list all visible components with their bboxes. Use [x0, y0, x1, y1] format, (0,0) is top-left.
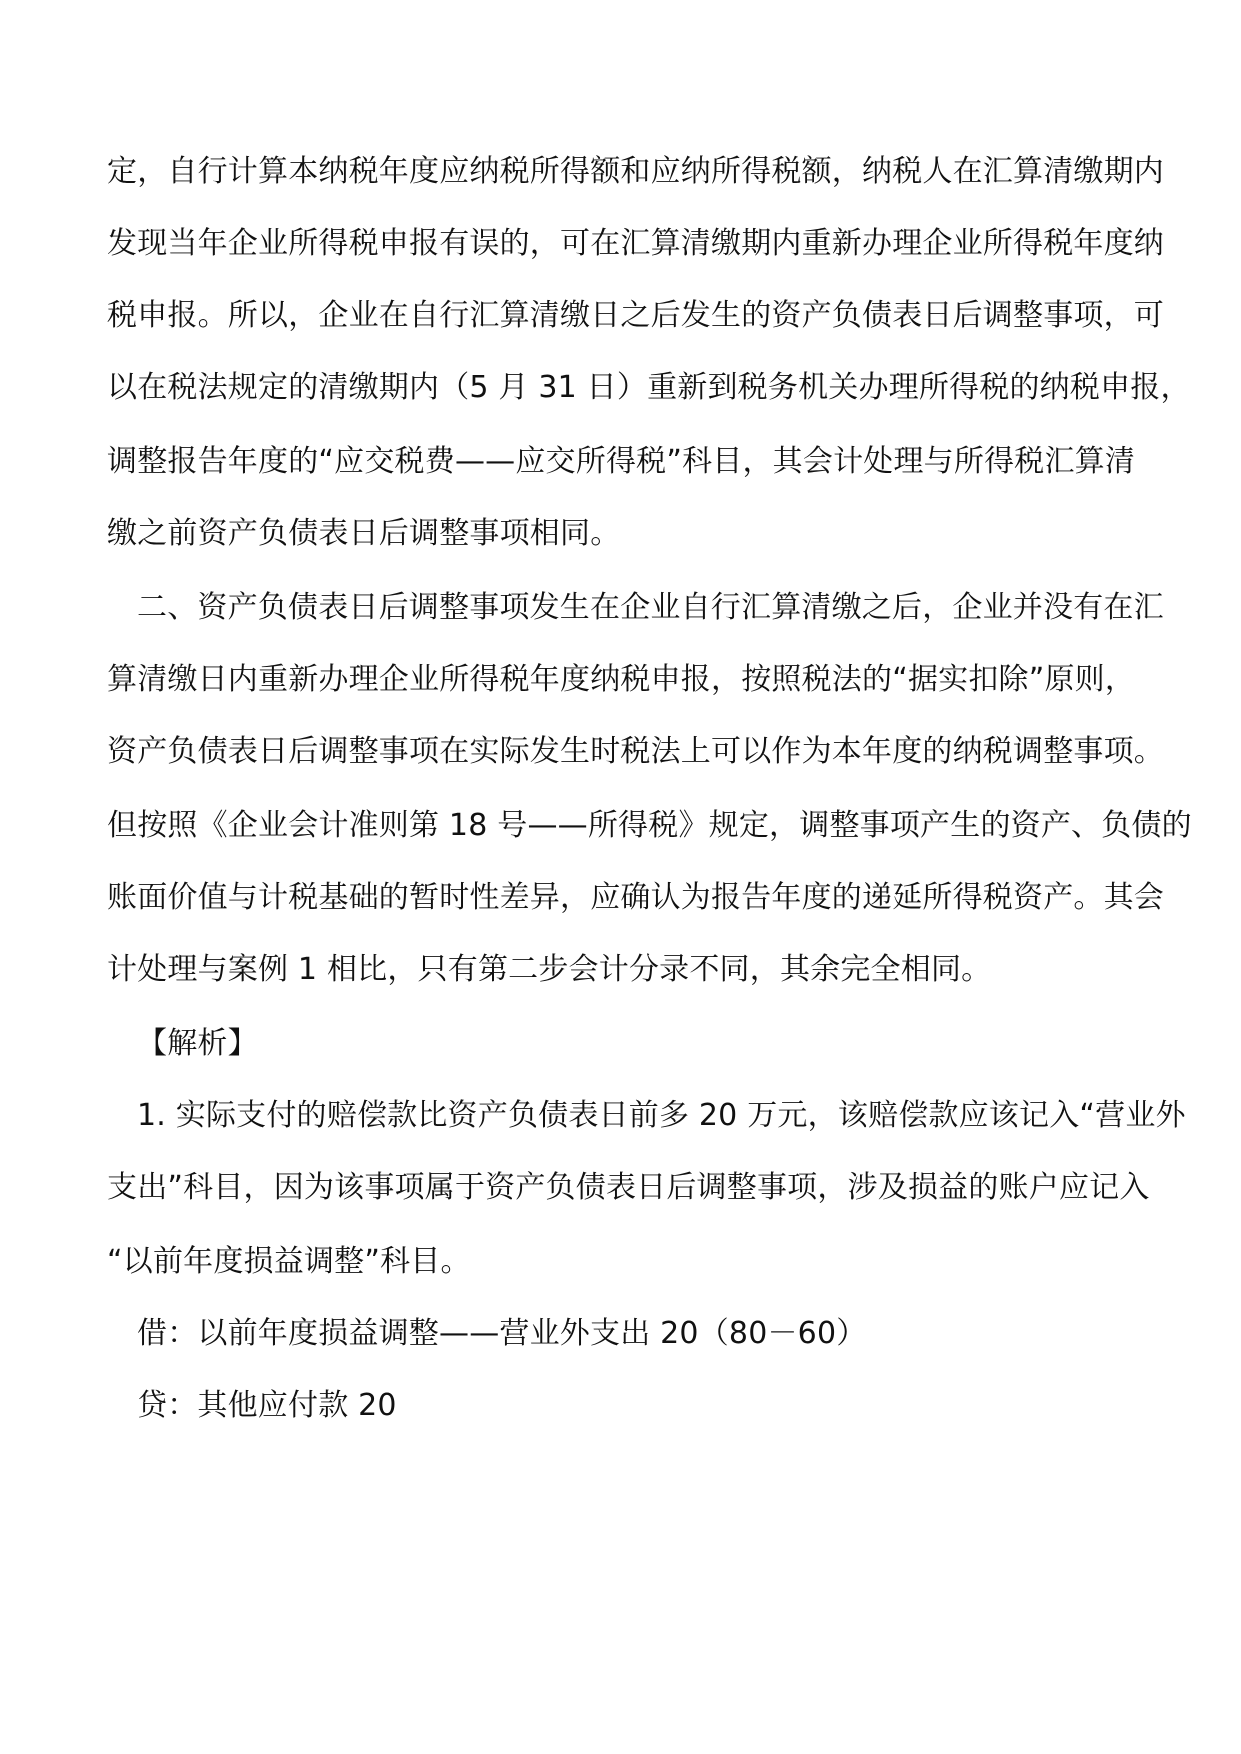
analysis-heading: 【解析】 [137, 1026, 258, 1061]
paragraph-line: 计处理与案例 1 相比，只有第二步会计分录不同，其余完全相同。 [107, 952, 992, 987]
paragraph-line: 账面价值与计税基础的暂时性差异，应确认为报告年度的递延所得税资产。其会 [107, 880, 1164, 915]
paragraph-line: 以在税法规定的清缴期内（5 月 31 日）重新到税务机关办理所得税的纳税申报， [107, 370, 1191, 405]
paragraph-line: 但按照《企业会计准则第 18 号——所得税》规定，调整事项产生的资产、负债的 [107, 808, 1192, 843]
paragraph-line: 支出”科目，因为该事项属于资产负债表日后调整事项，涉及损益的账户应记入 [107, 1170, 1150, 1205]
paragraph-line: 资产负债表日后调整事项在实际发生时税法上可以作为本年度的纳税调整事项。 [107, 734, 1164, 769]
paragraph-line: “以前年度损益调整”科目。 [107, 1244, 471, 1279]
paragraph-line: 算清缴日内重新办理企业所得税年度纳税申报，按照税法的“据实扣除”原则， [107, 662, 1136, 697]
paragraph-line: 税申报。所以，企业在自行汇算清缴日之后发生的资产负债表日后调整事项，可 [107, 298, 1164, 333]
paragraph-line: 定，自行计算本纳税年度应纳税所得额和应纳所得税额，纳税人在汇算清缴期内 [107, 154, 1164, 189]
section-two-heading-line: 二、资产负债表日后调整事项发生在企业自行汇算清缴之后，企业并没有在汇 [137, 590, 1164, 625]
paragraph-line: 调整报告年度的“应交税费——应交所得税”科目，其会计处理与所得税汇算清 [107, 444, 1136, 479]
paragraph-line: 发现当年企业所得税申报有误的，可在汇算清缴期内重新办理企业所得税年度纳 [107, 226, 1164, 261]
debit-entry: 借：以前年度损益调整——营业外支出 20（80－60） [137, 1316, 867, 1351]
paragraph-line: 缴之前资产负债表日后调整事项相同。 [107, 516, 621, 551]
analysis-item-1-line: 1. 实际支付的赔偿款比资产负债表日前多 20 万元，该赔偿款应该记入“营业外 [137, 1098, 1186, 1133]
credit-entry: 贷：其他应付款 20 [137, 1388, 397, 1423]
